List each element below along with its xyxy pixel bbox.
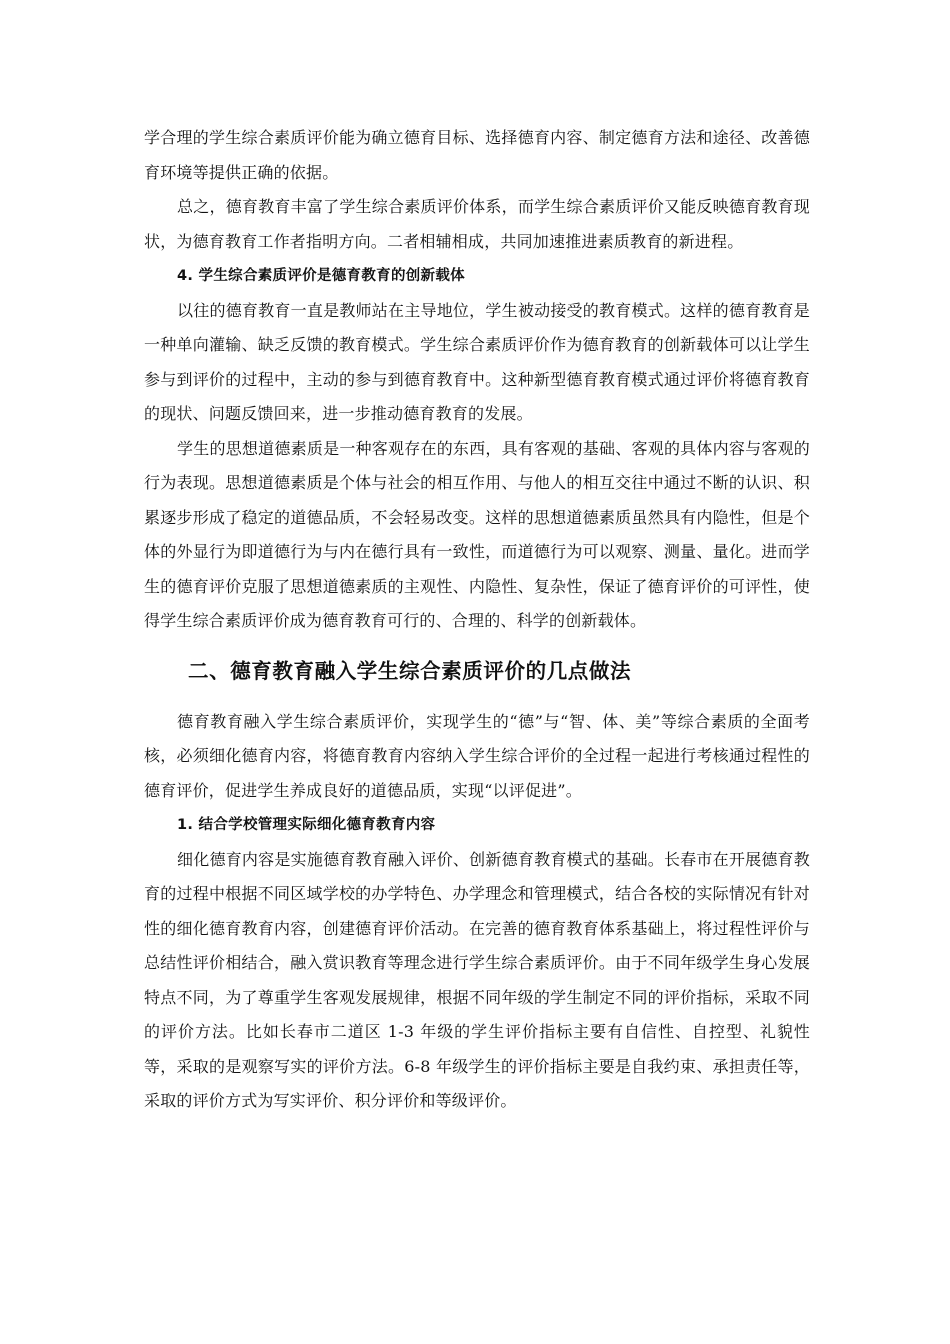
subheading-4: 4. 学生综合素质评价是德育教育的创新载体 [177,268,465,284]
paragraph-continued: 学合理的学生综合素质评价能为确立德育目标、选择德育内容、制定德育方法和途径、改善德育环境等提供正确的依据。 [144,128,810,182]
subheading-1: 1. 结合学校管理实际细化德育教育内容 [177,817,436,833]
section-heading-2: 二、德育教育融入学生综合素质评价的几点做法 [188,658,632,683]
paragraph: 总之，德育教育丰富了学生综合素质评价体系，而学生综合素质评价又能反映德育教育现状，为德育教育工作者指明方向。二者相辅相成，共同加速推进素质教育的新进程。 [144,197,810,251]
paragraph: 以往的德育教育一直是教师站在主导地位，学生被动接受的教育模式。这样的德育教育是一种单向灌输、缺乏反馈的教育模式。学生综合素质评价作为德育教育的创新载体可以让学生参与到评价的过程中，主动的参与到德育教育中。这种新型德育教育模式通过评价将德育教育的现状、问题反馈回来，进一步推动德育教育的发展。 [144,300,810,423]
paragraph: 学生的思想道德素质是一种客观存在的东西，具有客观的基础、客观的具体内容与客观的行为表现。思想道德素质是个体与社会的相互作用、与他人的相互交往中通过不断的认识、积累逐步形成了稳定的道德品质，不会轻易改变。这样的思想道德素质虽然具有内隐性，但是个体的外显行为即道德行为与内在德行具有一致性，而道德行为可以观察、测量、量化。进而学生的德育评价克服了思想道德素质的主观性、内隐性、复杂性，保证了德育评价的可评性，使得学生综合素质评价成为德育教育可行的、合理的、科学的创新载体。 [144,438,810,630]
paragraph: 德育教育融入学生综合素质评价，实现学生的“德”与“智、体、美”等综合素质的全面考核，必须细化德育内容，将德育教育内容纳入学生综合评价的全过程一起进行考核通过程性的德育评价，促进学生养成良好的道德品质，实现“以评促进”。 [144,711,810,800]
document-body [144,121,810,1119]
paragraph: 细化德育内容是实施德育教育融入评价、创新德育教育模式的基础。长春市在开展德育教育的过程中根据不同区域学校的办学特色、办学理念和管理模式，结合各校的实际情况有针对性的细化德育教育内容，创建德育评价活动。在完善的德育教育体系基础上，将过程性评价与总结性评价相结合，融入赏识教育等理念进行学生综合素质评价。由于不同年级学生身心发展特点不同，为了尊重学生客观发展规律，根据不同年级的学生制定不同的评价指标，采取不同的评价方法。比如长春市二道区 1-3 年级的学生评价指标主要有自信性、自控型、礼貌性等，采取的是观察写实的评价方法。6-8 年级学生的评价指标主要是自我约束、承担责任等，采取的评价方式为写实评价、积分评价和等级评价。 [144,849,810,1110]
